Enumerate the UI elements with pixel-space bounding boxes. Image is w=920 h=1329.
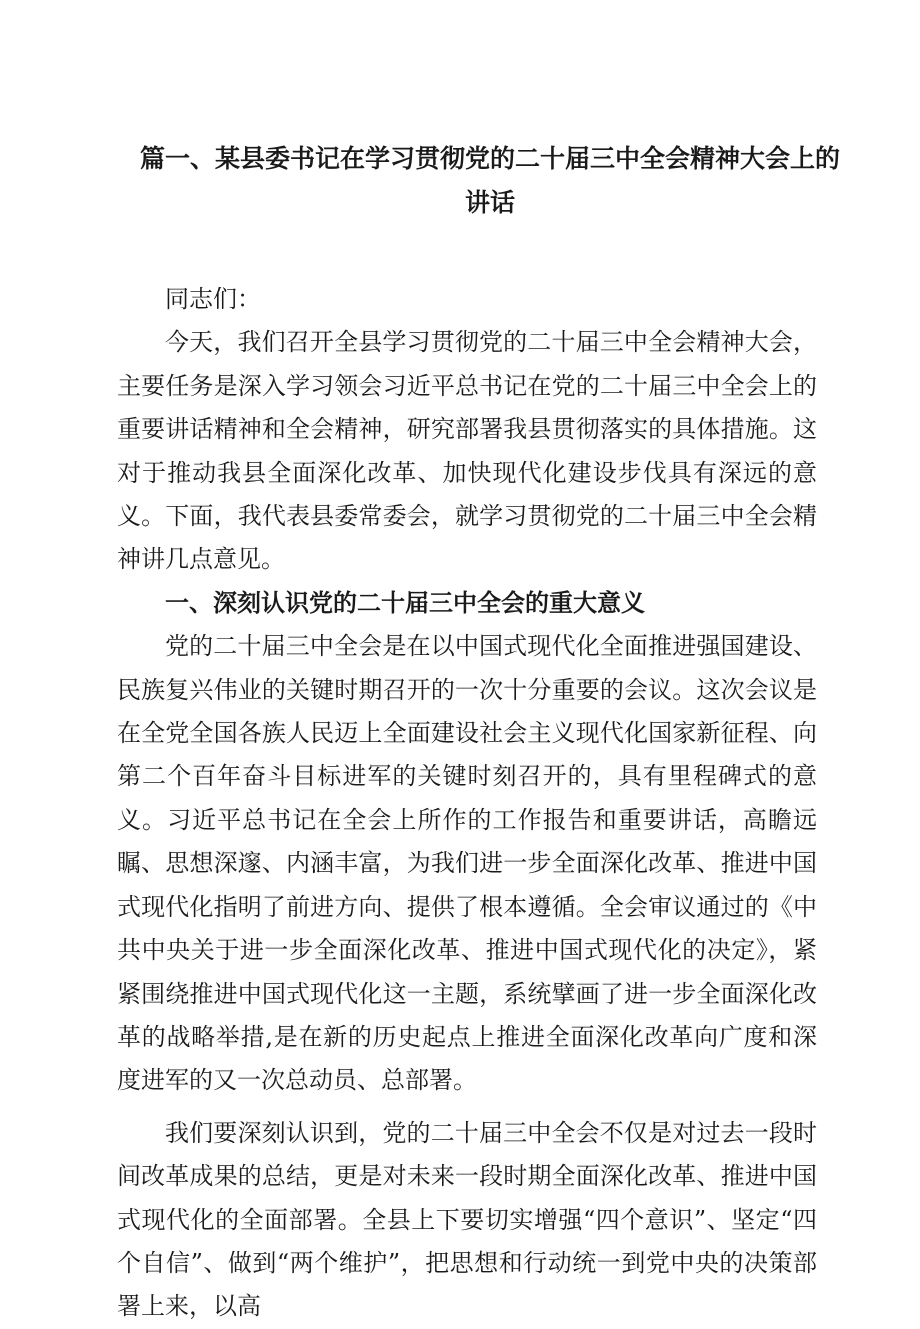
paragraph-intro: 今天，我们召开全县学习贯彻党的二十届三中全会精神大会，主要任务是深入学习领会习近平总书记在党的二十届三中全会上的重要讲话精神和全会精神，研究部署我县贯彻落实的具体措施。这对于推动我县全面深化改革、加快现代化建设步伐具有深远的意义。下面，我代表县委常委会，就学习贯彻党的二十届三中全会精神讲几点意见。 (117, 328, 817, 574)
document-title: 篇一、某县委书记在学习贯彻党的二十届三中全会精神大会上的 (139, 144, 840, 173)
section-heading: 一、深刻认识党的二十届三中全会的重大意义 (165, 588, 645, 617)
salutation: 同志们： (165, 285, 261, 313)
paragraph-understanding: 我们要深刻认识到，党的二十届三中全会不仅是对过去一段时间改革成果的总结，更是对未来一段时期全面深化改革、推进中国式现代化的全面部署。全县上下要切实增强“四个意识”、坚定“四个自信”、做到“两个维护”，把思想和行动统一到党中央的决策部署上来，以高 (117, 1118, 817, 1321)
document-body (117, 278, 817, 1329)
paragraph-significance: 党的二十届三中全会是在以中国式现代化全面推进强国建设、民族复兴伟业的关键时期召开的一次十分重要的会议。这次会议是在全党全国各族人民迈上全面建设社会主义现代化国家新征程、向第二个百年奋斗目标进军的关键时刻召开的，具有里程碑式的意义。习近平总书记在全会上所作的工作报告和重要讲话，高瞻远瞩、思想深邃、内涵丰富，为我们进一步全面深化改革、推进中国式现代化指明了前进方向、提供了根本遵循。全会审议通过的《中共中央关于进一步全面深化改革、推进中国式现代化的决定》，紧紧围绕推进中国式现代化这一主题，系统擘画了进一步全面深化改革的战略举措,是在新的历史起点上推进全面深化改革向广度和深度进军的又一次总动员、总部署。 (117, 632, 817, 1095)
document-title-continued: 讲话 (464, 188, 515, 217)
